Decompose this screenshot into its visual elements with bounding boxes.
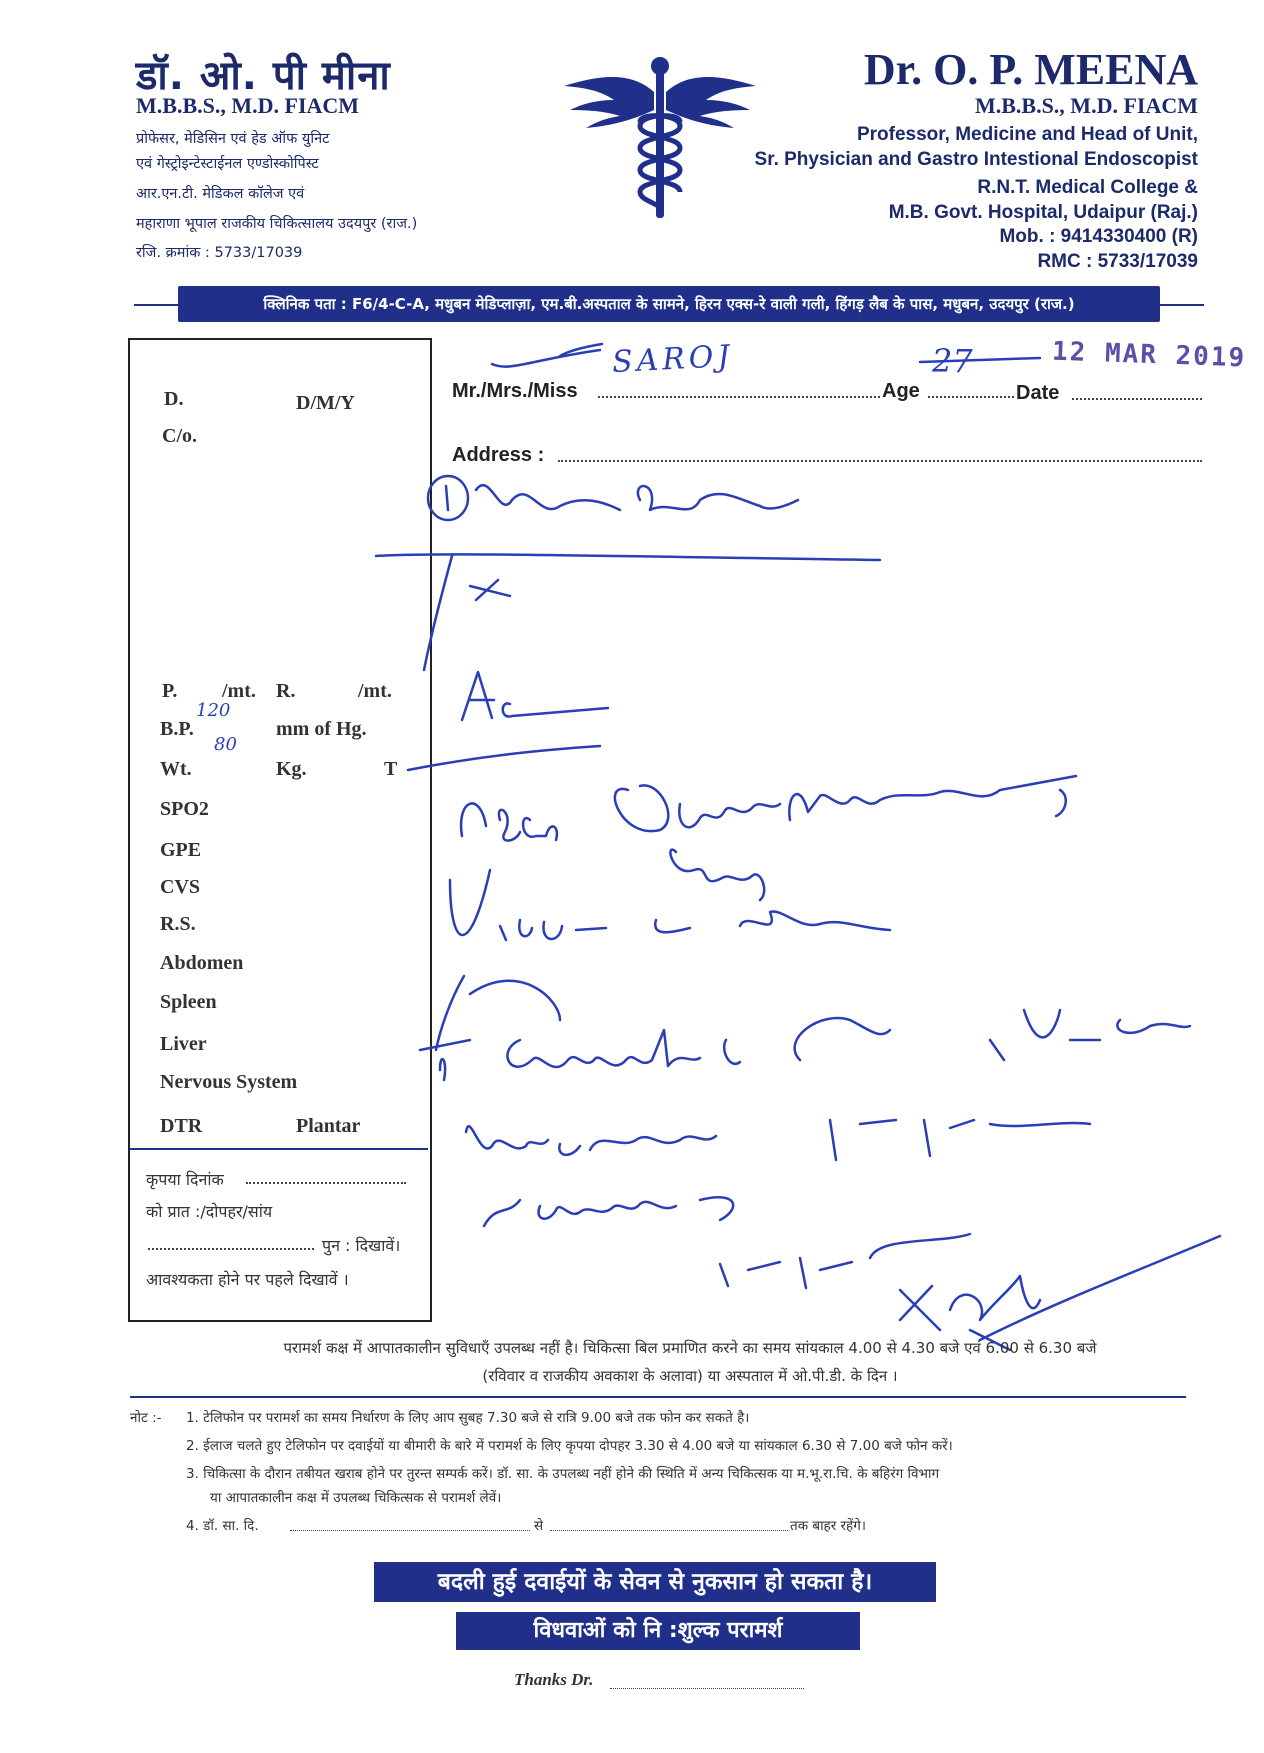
english-line-2: Sr. Physician and Gastro Intestional Endoscopist — [754, 149, 1198, 170]
vital-item: Nervous System — [160, 1071, 298, 1093]
address-label: Address : — [452, 444, 545, 466]
medicine-warning-banner: बदली हुई दवाईयों के सेवन से नुकसान हो सकता है। — [374, 1562, 936, 1602]
mobile-number: Mob. : 9414330400 (R) — [999, 226, 1198, 247]
date-label: Date — [1016, 382, 1060, 404]
bp-diastolic-handwritten: 80 — [214, 734, 237, 755]
followup-time-label: को प्रात :/दोपहर/सांय — [146, 1202, 273, 1221]
notice-rule — [130, 1396, 1186, 1398]
thanks-line — [610, 1688, 804, 1689]
hindi-line-4: महाराणा भूपाल राजकीय चिकित्सालय उदयपुर (राज.) — [136, 216, 418, 232]
note-item: 1. टेलिफोन पर परामर्श का समय निर्धारण के लिए आप सुबह 7.30 बजे से रात्रि 9.00 बजे तक फोन कर सकते है। — [186, 1410, 750, 1426]
hindi-line-1: प्रोफेसर, मेडिसिन एवं हेड ऑफ युनिट — [136, 131, 330, 147]
rmc-number: RMC : 5733/17039 — [1037, 251, 1198, 272]
note-item: या आपातकालीन कक्ष में उपलब्ध चिकित्सक से परामर्श लेवें। — [210, 1490, 502, 1506]
patient-age-handwritten: 27 — [932, 342, 973, 380]
vital-item: SPO2 — [160, 798, 209, 820]
followup-revisit: पुन : दिखावें। — [322, 1236, 401, 1255]
vital-item: Liver — [160, 1033, 207, 1055]
followup-date-label: कृपया दिनांक — [146, 1170, 224, 1189]
name-label: Mr./Mrs./Miss — [452, 380, 578, 402]
widows-free-consult-banner: विधवाओं को नि :शुल्क परामर्श — [456, 1612, 860, 1650]
notes-label: नोट :- — [130, 1410, 162, 1426]
note-item-4-mid: से — [534, 1518, 544, 1534]
note-item-4-suffix: तक बाहर रहेंगे। — [790, 1518, 866, 1534]
d-label: D. — [164, 388, 184, 410]
doctor-degree-english: M.B.B.S., M.D. FIACM — [974, 93, 1198, 118]
vital-item: CVS — [160, 876, 201, 898]
weight-label: Wt. — [160, 758, 192, 780]
clinic-address-bar: क्लिनिक पता : F6/4-C-A, मधुबन मेडिप्लाज़ा, एम.बी.अस्पताल के सामने, हिरन एक्स-रे वाली गली, हिंगड़ लैब के पास, मधुबन, उदयपुर (राज.) — [178, 286, 1160, 322]
followup-early-note: आवश्यकता होने पर पहले दिखावें । — [146, 1270, 349, 1289]
thanks-label: Thanks Dr. — [514, 1670, 594, 1689]
hindi-line-2: एवं गेस्ट्रोइन्टेस्टाईनल एण्डोस्कोपिस्ट — [136, 156, 319, 172]
consult-notice-line-2: (रविवार व राजकीय अवकाश के अलावा) या अस्पताल में ओ.पी.डी. के दिन । — [482, 1367, 898, 1385]
vital-item: R.S. — [160, 913, 196, 935]
vital-item: GPE — [160, 839, 202, 861]
note-item-4-prefix: 4. डॉ. सा. दि. — [186, 1518, 259, 1534]
vital-item: Spleen — [160, 991, 217, 1013]
vital-item: Abdomen — [160, 952, 244, 974]
temp-label: T — [384, 758, 398, 780]
kg-label: Kg. — [276, 758, 307, 780]
resp-unit: /mt. — [358, 680, 392, 702]
note4-to-line — [550, 1530, 788, 1531]
dtr-label: DTR — [160, 1115, 203, 1137]
plantar-label: Plantar — [296, 1115, 361, 1137]
pulse-unit: /mt. — [222, 680, 256, 702]
age-label: Age — [882, 380, 920, 402]
bp-systolic-handwritten: 120 — [196, 700, 231, 721]
bp-unit: mm of Hg. — [276, 718, 367, 740]
english-line-4: M.B. Govt. Hospital, Udaipur (Raj.) — [888, 202, 1198, 223]
dmy-label: D/M/Y — [296, 392, 355, 414]
hindi-line-3: आर.एन.टी. मेडिकल कॉलेज एवं — [136, 186, 305, 202]
registration-number: रजि. क्रमांक : 5733/17039 — [136, 245, 303, 261]
english-line-3: R.N.T. Medical College & — [977, 177, 1198, 198]
bp-label: B.P. — [160, 718, 194, 740]
pulse-label: P. — [162, 680, 178, 702]
consult-notice-line-1: परामर्श कक्ष में आपातकालीन सुविधाएँ उपलब्ध नहीं है। चिकित्सा बिल प्रमाणित करने का समय सांयकाल 4.00 से 4.30 बजे एवं 6.00 से 6.30 बजे — [283, 1339, 1097, 1357]
english-line-1: Professor, Medicine and Head of Unit, — [856, 124, 1198, 145]
doctor-name-english: Dr. O. P. MEENA — [863, 45, 1198, 94]
date-stamp: 12 MAR 2019 — [1051, 336, 1247, 374]
resp-label: R. — [276, 680, 296, 702]
patient-name-handwritten: SAROJ — [611, 338, 735, 381]
note-item: 3. चिकित्सा के दौरान तबीयत खराब होने पर तुरन्त सम्पर्क करें। डॉ. सा. के उपलब्ध नहीं होने की स्थिति में अन्य चिकित्सक या म.भू.रा.चि. के बहिरंग विभाग — [186, 1466, 940, 1482]
doctor-degree-hindi-side: M.B.B.S., M.D. FIACM — [136, 93, 360, 118]
doctor-name-hindi: डॉ. ओ. पी मीना — [136, 53, 391, 99]
note-item: 2. ईलाज चलते हुए टेलिफोन पर दवाईयों या बीमारी के बारे में परामर्श के लिए कृपया दोपहर 3.30 से 4.00 बजे या सांयकाल 6.30 से 7.00 बजे फोन करें। — [186, 1438, 953, 1454]
note4-from-line — [290, 1530, 530, 1531]
co-label: C/o. — [162, 425, 197, 447]
